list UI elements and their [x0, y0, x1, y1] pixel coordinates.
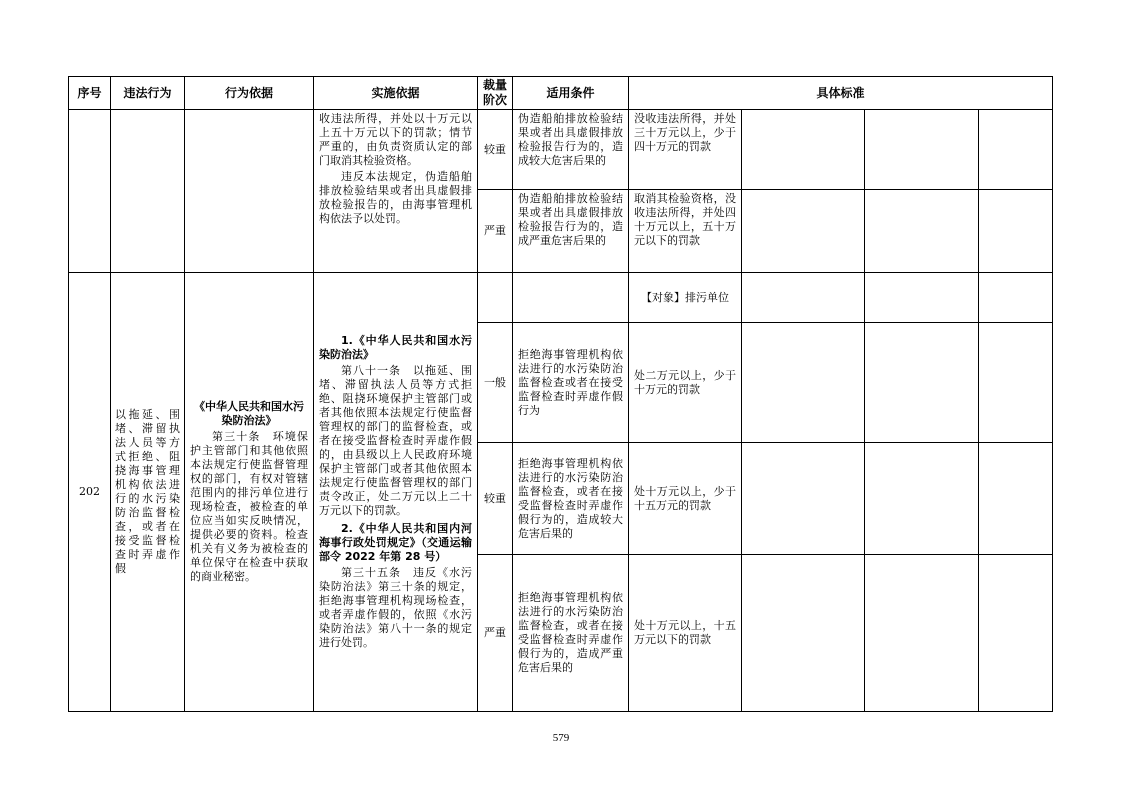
item-basis-text: 第三十条 环境保护主管部门和其他依照本法规定行使监督管理权的部门，有权对管辖范围内的排污单位进行现场检查，被检查的单位应当如实反映情况，提供必要的资料。检查机关有义务为被检查的单位保守在检查中获取的商业秘密。	[190, 430, 308, 583]
empty-cell	[865, 110, 979, 190]
item-violation: 以拖延、围堵、滞留执法人员等方式拒绝、阻挠海事管理机构依法进行的水污染防治监督检查，或者在接受监督检查时弄虚作假	[115, 408, 180, 575]
item-level-1: 一般	[478, 323, 513, 443]
empty-cell	[742, 555, 865, 712]
empty-cell	[742, 190, 865, 273]
item-basis-title: 《中华人民共和国水污染防治法》	[194, 400, 304, 427]
empty-cell	[865, 443, 979, 555]
table-row	[69, 273, 1053, 323]
empty-cell	[865, 555, 979, 712]
empty-cell	[979, 555, 1053, 712]
prev-level-1: 较重	[478, 110, 513, 190]
header-condition: 适用条件	[513, 77, 629, 110]
prev-condition-1-text: 伪造船舶排放检验结果或者出具虚假排放检验报告行为的，造成较大危害后果的	[518, 112, 623, 167]
empty-cell	[513, 273, 629, 323]
page-number: 579	[552, 732, 570, 744]
penalty-table	[68, 76, 1053, 712]
prev-seq-cell	[69, 110, 111, 273]
prev-standard-1-text: 没收违法所得，并处三十万元以上，少于四十万元的罚款	[634, 112, 736, 153]
item-seq: 202	[69, 273, 111, 712]
item-object: 【对象】排污单位	[629, 273, 742, 323]
empty-cell	[742, 273, 865, 323]
empty-cell	[979, 323, 1053, 443]
empty-cell	[979, 443, 1053, 555]
item-basis-cell	[185, 273, 314, 712]
item-impl2-text: 第三十五条 违反《水污染防治法》第三十条的规定，拒绝海事管理机构现场检查，或者弄虚作假的，依照《水污染防治法》第八十一条的规定进行处罚。	[319, 566, 472, 649]
empty-cell	[865, 190, 979, 273]
item-condition-1-text: 拒绝海事管理机构依法进行的水污染防治监督检查或者在接受监督检查时弄虚作假行为	[518, 347, 623, 417]
item-standard-1	[629, 323, 742, 443]
empty-cell	[742, 323, 865, 443]
prev-condition-2-text: 伪造船舶排放检验结果或者出具虚假排放检验报告行为的，造成严重危害后果的	[518, 192, 623, 247]
prev-impl-cell	[314, 110, 478, 273]
item-level-2: 较重	[478, 443, 513, 555]
empty-cell	[742, 443, 865, 555]
item-standard-1-text: 处二万元以上，少于十万元的罚款	[634, 368, 736, 396]
item-standard-3	[629, 555, 742, 712]
item-level-3: 严重	[478, 555, 513, 712]
item-condition-2-text: 拒绝海事管理机构依法进行的水污染防治监督检查，或者在接受监督检查时弄虚作假行为的，造成较大危害后果的	[518, 456, 623, 540]
item-standard-2	[629, 443, 742, 555]
empty-cell	[865, 323, 979, 443]
empty-cell	[979, 273, 1053, 323]
item-condition-2	[513, 443, 629, 555]
prev-violation-cell	[111, 110, 185, 273]
empty-cell	[742, 110, 865, 190]
prev-basis-cell	[185, 110, 314, 273]
item-standard-2-text: 处十万元以上，少于十五万元的罚款	[634, 484, 736, 512]
item-condition-3	[513, 555, 629, 712]
prev-impl-text-2: 违反本法规定，伪造船舶排放检验结果或者出具虚假排放检验报告的，由海事管理机构依法予以处罚。	[319, 170, 472, 225]
empty-cell	[979, 190, 1053, 273]
header-impl: 实施依据	[314, 77, 478, 110]
prev-standard-1	[629, 110, 742, 190]
empty-cell	[478, 273, 513, 323]
item-condition-3-text: 拒绝海事管理机构依法进行的水污染防治监督检查，或者在接受监督检查时弄虚作假行为的，造成严重危害后果的	[518, 591, 623, 674]
item-impl2-title: 2.《中华人民共和国内河海事行政处罚规定》（交通运输部令 2022 年第 28 号）	[319, 522, 472, 563]
header-seq: 序号	[69, 77, 111, 110]
prev-condition-2	[513, 190, 629, 273]
prev-standard-2-text: 取消其检验资格，没收违法所得，并处四十万元以上，五十万元以下的罚款	[634, 192, 736, 247]
item-impl-cell	[314, 273, 478, 712]
header-row	[69, 77, 1053, 110]
item-impl1-text: 第八十一条 以拖延、围堵、滞留执法人员等方式拒绝、阻挠环境保护主管部门或者其他依照本法规定行使监督管理权的部门的监督检查，或者在接受监督检查时弄虚作假的，由县级以上人民政府环境保护主管部门或者其他依照本法规定行使监督管理权的部门责令改正，处二万元以上二十万元以下的罚款。	[319, 364, 472, 517]
empty-cell	[865, 273, 979, 323]
item-violation-cell	[111, 273, 185, 712]
header-level: 裁量阶次	[478, 77, 513, 110]
header-basis: 行为依据	[185, 77, 314, 110]
prev-impl-text-1: 收违法所得，并处以十万元以上五十万元以下的罚款；情节严重的，由负责资质认定的部门取消其检验资格。	[319, 112, 472, 167]
prev-standard-2	[629, 190, 742, 273]
table-row	[69, 110, 1053, 190]
header-violation: 违法行为	[111, 77, 185, 110]
item-condition-1	[513, 323, 629, 443]
prev-level-2: 严重	[478, 190, 513, 273]
prev-condition-1	[513, 110, 629, 190]
item-impl1-title: 1.《中华人民共和国水污染防治法》	[319, 334, 472, 361]
header-standard: 具体标准	[629, 77, 1053, 110]
item-standard-3-text: 处十万元以上，十五万元以下的罚款	[634, 619, 736, 646]
empty-cell	[979, 110, 1053, 190]
